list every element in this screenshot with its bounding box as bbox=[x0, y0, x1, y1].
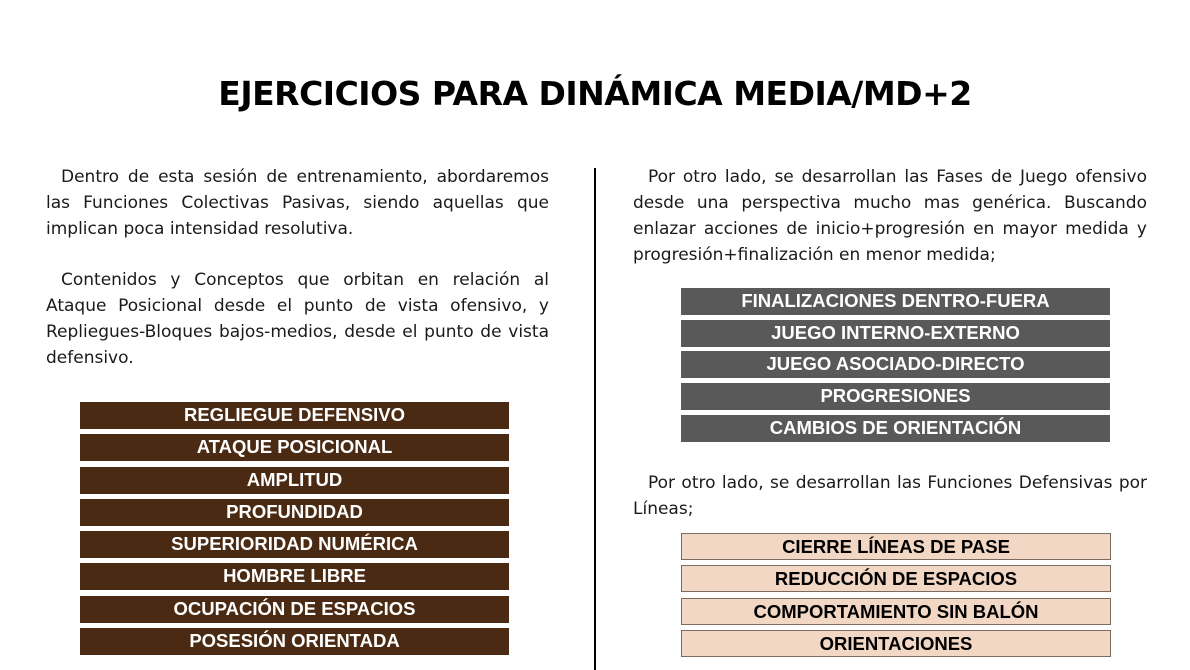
concept-item: PROFUNDIDAD bbox=[80, 499, 509, 526]
concept-item: SUPERIORIDAD NUMÉRICA bbox=[80, 531, 509, 558]
column-divider bbox=[594, 168, 596, 670]
right-offensive-paragraph: Por otro lado, se desarrollan las Fases de Juego ofensivo desde una perspectiva mucho mas genérica. Buscando enlazar acciones de inicio+progresión en mayor medida y progresión+finalización en menor medida; bbox=[633, 167, 1147, 265]
defensive-function-item: REDUCCIÓN DE ESPACIOS bbox=[681, 565, 1111, 592]
concept-item: OCUPACIÓN DE ESPACIOS bbox=[80, 596, 509, 623]
offensive-phase-item: FINALIZACIONES DENTRO-FUERA bbox=[681, 288, 1110, 315]
concept-item: ATAQUE POSICIONAL bbox=[80, 434, 509, 461]
offensive-phase-item: JUEGO ASOCIADO-DIRECTO bbox=[681, 351, 1110, 378]
right-defensive-paragraph: Por otro lado, se desarrollan las Funciones Defensivas por Líneas; bbox=[633, 473, 1147, 519]
defensive-function-item: ORIENTACIONES bbox=[681, 630, 1111, 657]
left-contents-paragraph: Contenidos y Conceptos que orbitan en relación al Ataque Posicional desde el punto de vista ofensivo, y Repliegues-Bloques bajos-medios, desde el punto de vista defensivo. bbox=[46, 270, 549, 368]
concept-item: POSESIÓN ORIENTADA bbox=[80, 628, 509, 655]
concept-item: AMPLITUD bbox=[80, 467, 509, 494]
defensive-function-item: COMPORTAMIENTO SIN BALÓN bbox=[681, 598, 1111, 625]
defensive-function-item: CIERRE LÍNEAS DE PASE bbox=[681, 533, 1111, 560]
offensive-phase-item: CAMBIOS DE ORIENTACIÓN bbox=[681, 415, 1110, 442]
concept-item: REGLIEGUE DEFENSIVO bbox=[80, 402, 509, 429]
page-title: EJERCICIOS PARA DINÁMICA MEDIA/MD+2 bbox=[218, 74, 972, 114]
defensive-functions-list bbox=[681, 533, 1111, 662]
offensive-phases-list bbox=[681, 288, 1110, 446]
offensive-phase-item: PROGRESIONES bbox=[681, 383, 1110, 410]
offensive-phase-item: JUEGO INTERNO-EXTERNO bbox=[681, 320, 1110, 347]
left-intro-paragraph: Dentro de esta sesión de entrenamiento, abordaremos las Funciones Colectivas Pasivas, siendo aquellas que implican poca intensidad resolutiva. bbox=[46, 167, 549, 239]
concepts-list bbox=[80, 402, 509, 660]
concept-item: HOMBRE LIBRE bbox=[80, 563, 509, 590]
